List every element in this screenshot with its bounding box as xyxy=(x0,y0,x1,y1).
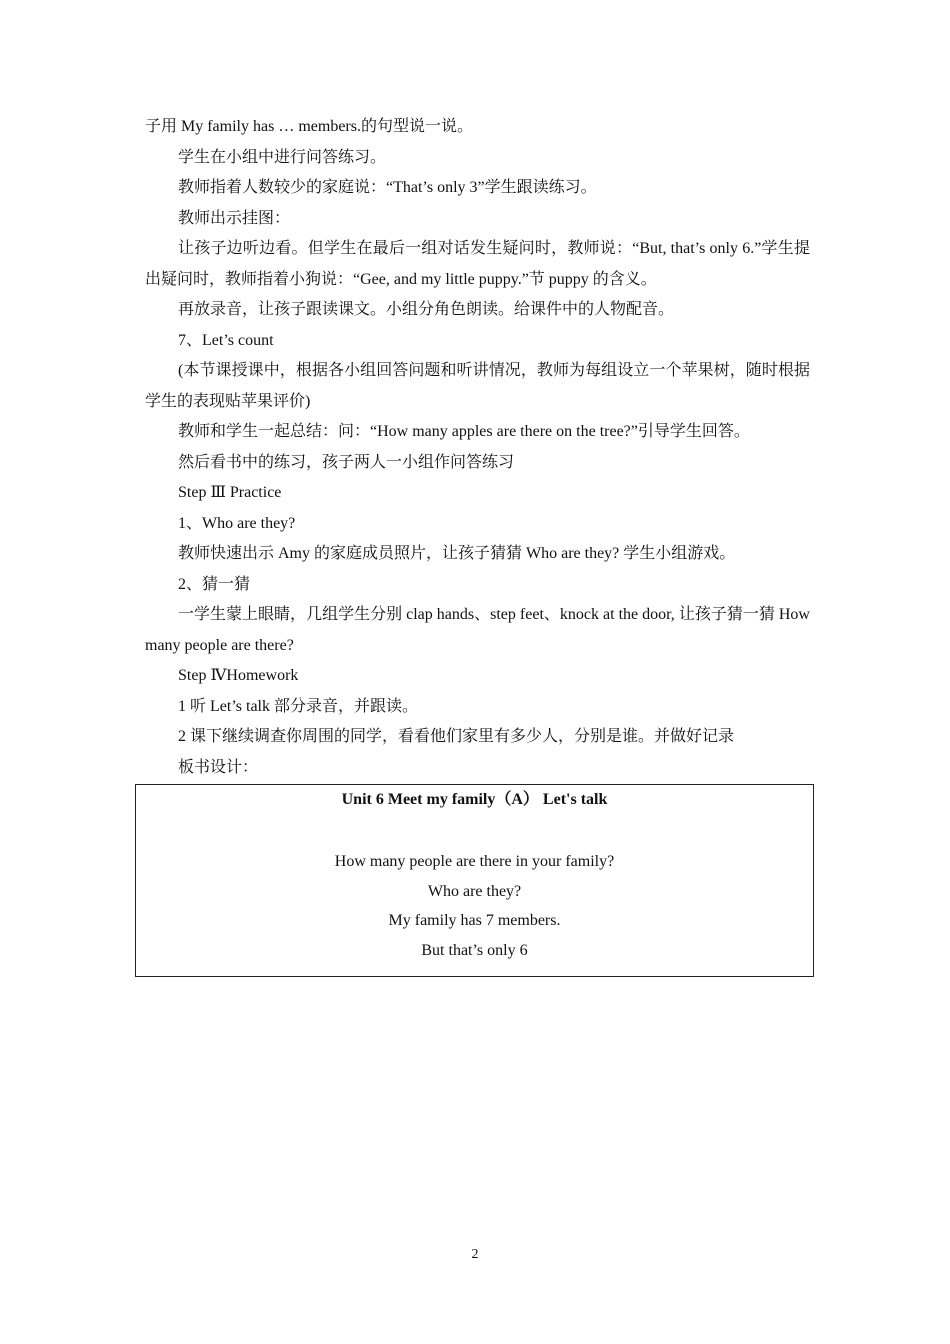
board-title: Unit 6 Meet my family（A） Let's talk xyxy=(341,791,608,808)
paragraph: 让孩子边听边看。但学生在最后一组对话发生疑问时，教师说：“But, that’s only 6.”学生提出疑问时，教师指着小狗说：“Gee, and my little puppy.”节 puppy 的含义。 xyxy=(145,240,810,288)
blackboard-design-box xyxy=(135,784,814,977)
step-heading: Step ⅣHomework xyxy=(178,667,299,684)
section-heading: 7、Let’s count xyxy=(178,331,274,349)
paragraph: 再放录音，让孩子跟读课文。小组分角色朗读。给课件中的人物配音。 xyxy=(178,301,675,318)
paragraph: 一学生蒙上眼睛，几组学生分别 clap hands、step feet、knock at the door, 让孩子猜一猜 How many people are there? xyxy=(145,606,810,654)
paragraph: 学生在小组中进行问答练习。 xyxy=(178,148,387,166)
step-heading: Step Ⅲ Practice xyxy=(178,484,282,501)
paragraph: 然后看书中的练习，孩子两人一小组作问答练习 xyxy=(178,453,515,471)
paragraph: 教师指着人数较少的家庭说：“That’s only 3”学生跟读练习。 xyxy=(178,179,597,196)
page-number: 2 xyxy=(471,1247,479,1262)
board-line: But that’s only 6 xyxy=(421,941,528,959)
paragraph: 1 听 Let’s talk 部分录音，并跟读。 xyxy=(178,697,418,715)
board-lines xyxy=(136,847,813,965)
board-line: My family has 7 members. xyxy=(388,912,561,929)
paragraph: 2 课下继续调查你周围的同学，看看他们家里有多少人，分别是谁。并做好记录 xyxy=(178,728,735,745)
section-heading: 1、Who are they? xyxy=(178,514,296,532)
paragraph: 子用 My family has … members.的句型说一说。 xyxy=(145,118,473,135)
paragraph: (本节课授课中，根据各小组回答问题和听讲情况，教师为每组设立一个苹果树，随时根据学生的表现贴苹果评价) xyxy=(145,362,810,410)
paragraph: 教师和学生一起总结：问：“How many apples are there on the tree?”引导学生回答。 xyxy=(178,423,750,440)
board-design-label: 板书设计： xyxy=(178,758,259,776)
paragraph: 教师快速出示 Amy 的家庭成员照片，让孩子猜猜 Who are they? 学生小组游戏。 xyxy=(178,545,736,562)
board-line: Who are they? xyxy=(427,882,522,900)
board-line: How many people are there in your family? xyxy=(334,853,615,870)
lesson-body-text xyxy=(145,112,810,783)
paragraph: 教师出示挂图： xyxy=(178,209,291,227)
section-heading: 2、猜一猜 xyxy=(178,575,251,593)
